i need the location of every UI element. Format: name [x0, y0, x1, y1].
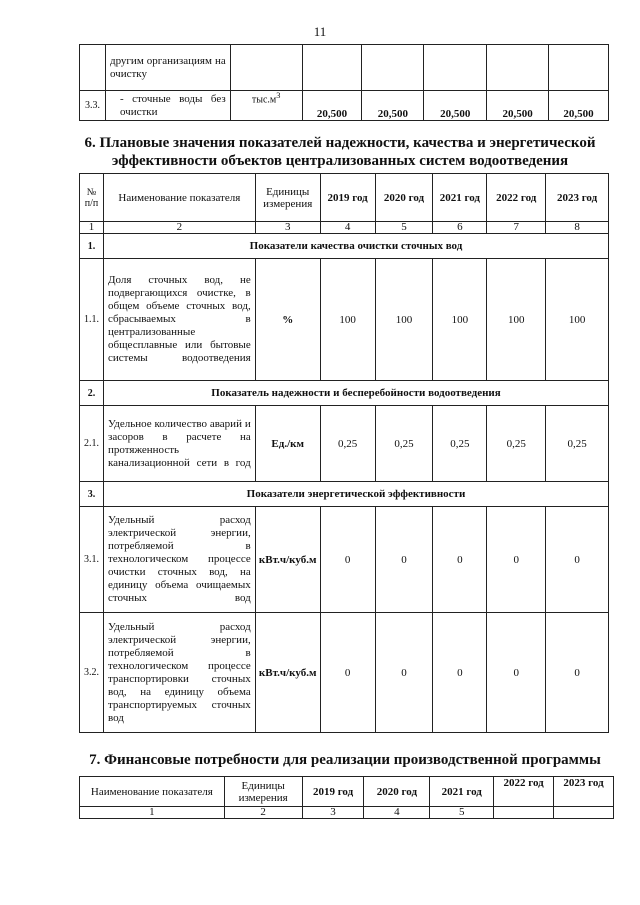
row-name: Удельный расход электрической энергии, потребляемой в технологическом процессе транспортировки сточных вод, на единицу объема транспортируемых сточных вод — [103, 613, 255, 733]
value-cell: 0 — [375, 507, 433, 613]
top-table — [79, 44, 609, 121]
col-number: 4 — [364, 807, 430, 819]
value-cell: 0 — [546, 507, 609, 613]
group-number: 2. — [80, 381, 104, 406]
section7-title: 7. Финансовые потребности для реализации производственной программы — [89, 752, 601, 768]
table-row — [80, 613, 609, 733]
row-unit: кВт.ч/куб.м — [255, 613, 320, 733]
header-unit: Единицы измерения — [224, 777, 302, 807]
group-number: 3. — [80, 482, 104, 507]
row-number: 3.1. — [80, 507, 104, 613]
value-cell: 0 — [375, 613, 433, 733]
value-cell: 20,500 — [302, 91, 362, 121]
col-number: 2 — [224, 807, 302, 819]
row-unit: Ед./км — [255, 406, 320, 482]
col-number: 3 — [302, 807, 364, 819]
header-2023: 2023 год — [546, 174, 609, 222]
group-number: 1. — [80, 234, 104, 259]
value-cell: 0,25 — [375, 406, 433, 482]
header-num: № п/п — [80, 174, 104, 222]
table-row — [80, 259, 609, 381]
header-2021: 2021 год — [433, 174, 487, 222]
value-cell: 100 — [433, 259, 487, 381]
value-cell: 0,25 — [433, 406, 487, 482]
row-number: 3.3. — [80, 91, 106, 121]
header-row — [80, 777, 614, 807]
value-cell: 100 — [546, 259, 609, 381]
value-cell: 0 — [433, 507, 487, 613]
col-number: 7 — [487, 222, 546, 234]
table-row — [80, 45, 609, 91]
col-number: 4 — [320, 222, 375, 234]
header-2022: 2022 год — [487, 174, 546, 222]
table-row — [80, 507, 609, 613]
group-row — [80, 482, 609, 507]
header-row — [80, 174, 609, 222]
row-unit: % — [255, 259, 320, 381]
value-cell: 0,25 — [487, 406, 546, 482]
value-cell: 100 — [375, 259, 433, 381]
row-number: 1.1. — [80, 259, 104, 381]
col-number: 8 — [546, 222, 609, 234]
col-number: 5 — [375, 222, 433, 234]
section7-table — [79, 776, 614, 819]
row-name: Удельный расход электрической энергии, потребляемой в технологическом процессе очистки сточных вод, на единицу объема очищаемых сточных вод — [103, 507, 255, 613]
group-row — [80, 234, 609, 259]
value-cell: 0,25 — [546, 406, 609, 482]
col-number — [554, 807, 614, 819]
row-name: другим организациям на очистку — [105, 45, 230, 91]
value-cell: 100 — [320, 259, 375, 381]
table-row — [80, 406, 609, 482]
section6-title: 6. Плановые значения показателей надежности, качества и энергетической эффективности объектов централизованных систем водоотведения — [84, 135, 596, 169]
header-name: Наименование показателя — [103, 174, 255, 222]
row-unit: $тыс.м^3$ — [230, 91, 302, 121]
header-unit: Единицы измерения — [255, 174, 320, 222]
col-number: 1 — [80, 222, 104, 234]
value-cell: 0 — [320, 613, 375, 733]
col-number: 1 — [80, 807, 225, 819]
col-number: 6 — [433, 222, 487, 234]
header-2019: 2019 год — [320, 174, 375, 222]
col-number: 3 — [255, 222, 320, 234]
value-cell: 0 — [546, 613, 609, 733]
row-number: 2.1. — [80, 406, 104, 482]
value-cell: 20,500 — [424, 91, 487, 121]
row-name: Доля сточных вод, не подвергающихся очистке, в общем объеме сточных вод, сбрасываемых в централизованные общесплавные или бытовые системы водоотведения — [103, 259, 255, 381]
value-cell: 0 — [487, 613, 546, 733]
header-2022: 2022 год — [494, 777, 554, 807]
value-cell: 0 — [433, 613, 487, 733]
group-row — [80, 381, 609, 406]
header-name: Наименование показателя — [80, 777, 225, 807]
group-title: Показатель надежности и бесперебойности водоотведения — [103, 381, 608, 406]
page-number: 11 — [313, 24, 327, 39]
value-cell: 20,500 — [549, 91, 609, 121]
column-number-row — [80, 807, 614, 819]
row-unit: кВт.ч/куб.м — [255, 507, 320, 613]
row-number: 3.2. — [80, 613, 104, 733]
group-title: Показатели энергетической эффективности — [103, 482, 608, 507]
value-cell: 20,500 — [362, 91, 424, 121]
value-cell: 20,500 — [487, 91, 549, 121]
row-name: Удельное количество аварий и засоров в расчете на протяженность канализационной сети в год — [103, 406, 255, 482]
value-cell: 0 — [487, 507, 546, 613]
col-number: 5 — [430, 807, 494, 819]
value-cell: 0,25 — [320, 406, 375, 482]
row-name: - сточные воды без очистки — [105, 91, 230, 121]
value-cell: 100 — [487, 259, 546, 381]
col-number — [494, 807, 554, 819]
header-2020: 2020 год — [364, 777, 430, 807]
header-2019: 2019 год — [302, 777, 364, 807]
value-cell: 0 — [320, 507, 375, 613]
group-title: Показатели качества очистки сточных вод — [103, 234, 608, 259]
col-number: 2 — [103, 222, 255, 234]
table-row — [80, 91, 609, 121]
header-2023: 2023 год — [554, 777, 614, 807]
section6-table — [79, 173, 609, 733]
header-2021: 2021 год — [430, 777, 494, 807]
header-2020: 2020 год — [375, 174, 433, 222]
column-number-row — [80, 222, 609, 234]
